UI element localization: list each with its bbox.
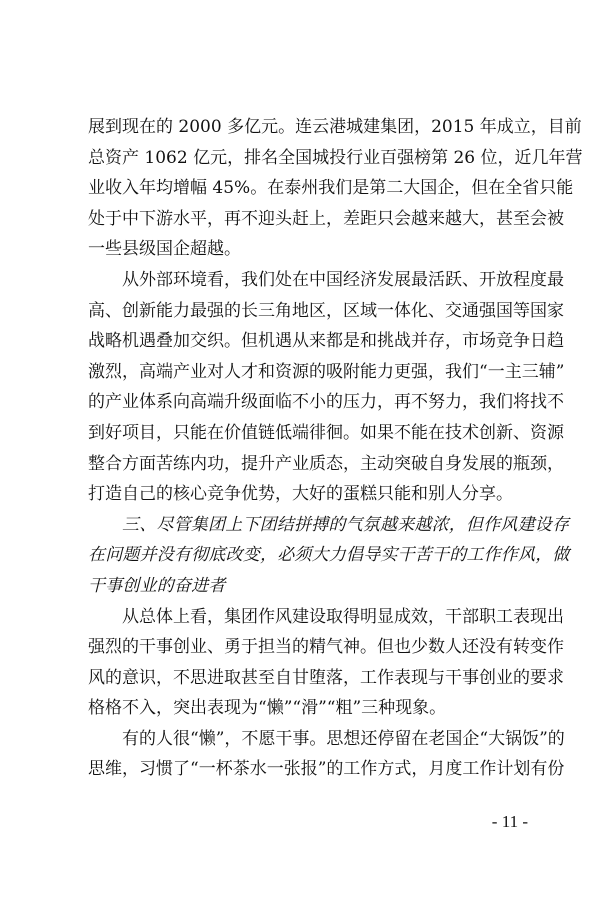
section-heading-line: 干事创业的奋进者 [88, 575, 226, 596]
section-heading-line: 三、尽管集团上下团结拼搏的气氛越来越浓，但作风建设存 [122, 514, 570, 535]
text-line: 强烈的干事创业、勇于担当的精气神。但也少数人还没有转变作 [88, 637, 564, 658]
section-heading-line: 在问题并没有彻底改变，必须大力倡导实干苦干的工作作风，做 [88, 545, 570, 566]
text-line: 到好项目，只能在价值链低端徘徊。如果不能在技术创新、资源 [88, 422, 564, 443]
text-line: 激烈，高端产业对人才和资源的吸附能力更强，我们“一主三辅” [88, 361, 565, 382]
text-line: 一些县级国企超越。 [88, 239, 241, 260]
text-line: 处于中下游水平，再不迎头赶上，差距只会越来越大，甚至会被 [88, 208, 564, 229]
text-line: 的产业体系向高端升级面临不小的压力，再不努力，我们将找不 [88, 392, 564, 413]
page-number: - 11 - [491, 812, 528, 831]
text-line: 从外部环境看，我们处在中国经济发展最活跃、开放程度最 [122, 269, 564, 290]
text-line: 总资产 1062 亿元，排名全国城投行业百强榜第 26 位，近几年营 [88, 147, 583, 168]
text-line: 展到现在的 2000 多亿元。连云港城建集团，2015 年成立，目前 [88, 117, 582, 137]
text-line: 业收入年均增幅 45%。在泰州我们是第二大国企，但在全省只能 [88, 178, 574, 199]
text-line: 思维，习惯了“一杯茶水一张报”的工作方式，月度工作计划有份 [88, 759, 565, 780]
body-text [88, 112, 583, 785]
text-line: 从总体上看，集团作风建设取得明显成效，干部职工表现出 [122, 606, 564, 627]
text-line: 高、创新能力最强的长三角地区，区域一体化、交通强国等国家 [88, 300, 564, 321]
text-line: 格格不入，突出表现为“懒”“滑”“粗”三种现象。 [88, 698, 447, 719]
text-line: 战略机遇叠加交织。但机遇从来都是和挑战并存，市场竞争日趋 [88, 331, 564, 352]
text-line: 整合方面苦练内功，提升产业质态，主动突破自身发展的瓶颈， [88, 453, 564, 474]
text-line: 有的人很“懒”，不愿干事。思想还停留在老国企“大锅饭”的 [122, 728, 565, 749]
text-line: 打造自己的核心竞争优势，大好的蛋糕只能和别人分享。 [88, 484, 513, 505]
text-line: 风的意识，不思进取甚至自甘堕落，工作表现与干事创业的要求 [88, 667, 564, 688]
